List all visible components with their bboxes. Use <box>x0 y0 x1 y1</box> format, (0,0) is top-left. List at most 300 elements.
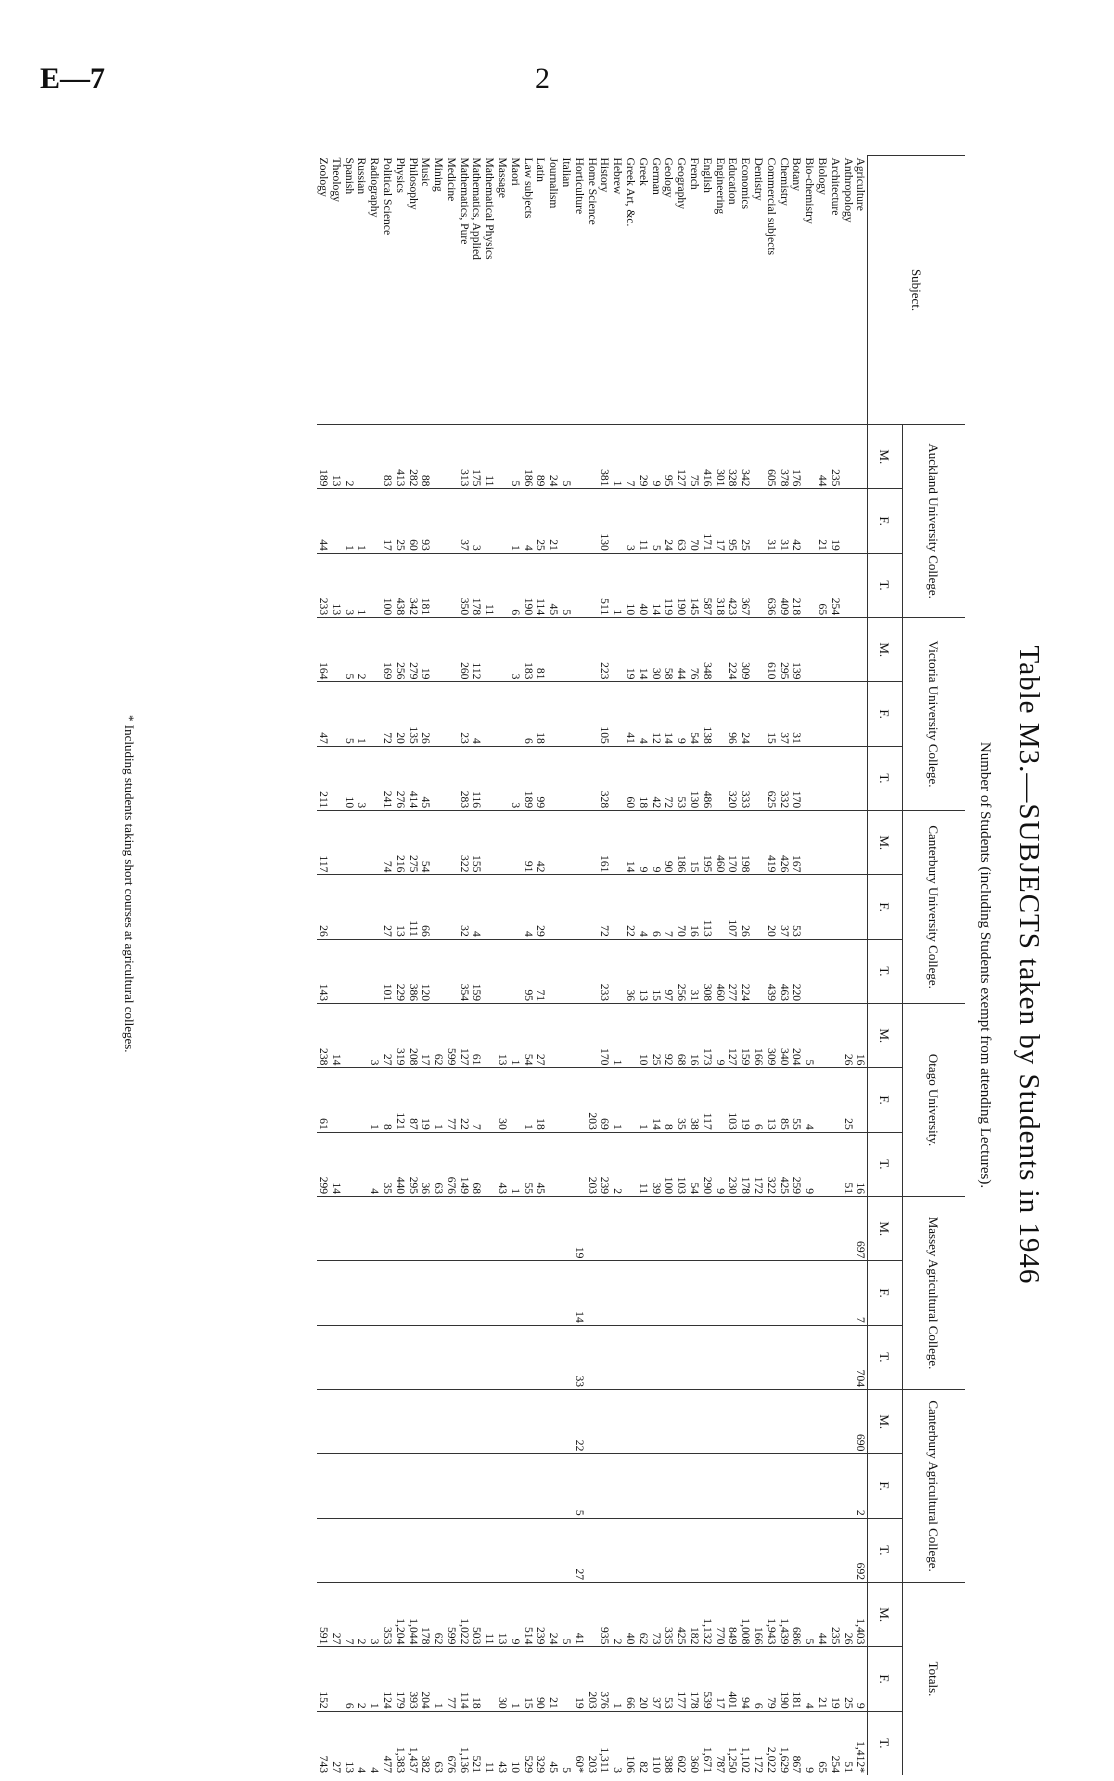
value-cell <box>406 1454 419 1518</box>
value-cell <box>406 1197 419 1261</box>
value-cell: 460 <box>713 939 726 1003</box>
value-cell: 155 <box>470 811 483 875</box>
value-cell: 13 <box>330 425 343 489</box>
value-cell <box>560 1068 573 1132</box>
value-cell: 239 <box>534 1583 547 1647</box>
value-cell: 599 <box>445 1583 458 1647</box>
value-cell: 1 <box>368 1647 381 1711</box>
value-cell: 55 <box>521 1132 534 1196</box>
value-cell <box>816 811 829 875</box>
value-cell <box>509 811 522 875</box>
value-cell: 113 <box>701 875 714 939</box>
value-cell <box>368 1261 381 1325</box>
value-cell: 73 <box>649 1583 662 1647</box>
subject-cell: Mathematics, Applied <box>470 157 484 260</box>
value-cell <box>611 1325 624 1389</box>
value-cell: 166 <box>752 1004 765 1068</box>
value-cell <box>624 1261 637 1325</box>
value-cell <box>355 1068 368 1132</box>
value-cell <box>790 1325 803 1389</box>
value-cell <box>803 682 816 746</box>
value-cell: 1 <box>355 489 368 553</box>
value-cell: 477 <box>381 1711 394 1775</box>
value-cell: 4 <box>637 682 650 746</box>
value-cell: 413 <box>394 425 407 489</box>
value-cell: 62 <box>637 1583 650 1647</box>
value-cell <box>445 1454 458 1518</box>
value-cell: 36 <box>624 939 637 1003</box>
value-cell: 127 <box>726 1004 739 1068</box>
value-cell: 189 <box>521 746 534 810</box>
value-cell <box>585 553 598 617</box>
value-cell: 176 <box>790 425 803 489</box>
value-cell: 17 <box>381 489 394 553</box>
value-cell: 171 <box>701 489 714 553</box>
value-cell: 9 <box>649 425 662 489</box>
value-cell: 159 <box>470 939 483 1003</box>
value-cell: 308 <box>701 939 714 1003</box>
value-cell <box>598 1454 611 1518</box>
value-cell: 121 <box>394 1068 407 1132</box>
value-cell <box>585 1454 598 1518</box>
value-cell: 178 <box>739 1132 752 1196</box>
value-cell: 65 <box>816 1711 829 1775</box>
value-cell: 4 <box>803 1068 816 1132</box>
value-cell <box>803 875 816 939</box>
value-cell <box>560 1325 573 1389</box>
value-cell: 124 <box>381 1647 394 1711</box>
value-cell: 2 <box>355 618 368 682</box>
value-cell: 16 <box>854 1004 867 1068</box>
value-cell <box>573 1132 586 1196</box>
value-cell: 25 <box>394 489 407 553</box>
value-cell <box>611 1261 624 1325</box>
value-cell: 29 <box>534 875 547 939</box>
value-cell: 14 <box>649 1068 662 1132</box>
value-cell: 1,403 <box>854 1583 867 1647</box>
value-cell: 282 <box>406 425 419 489</box>
value-cell <box>368 489 381 553</box>
value-cell <box>445 1261 458 1325</box>
sub-header: T. <box>868 939 903 1003</box>
table-row <box>509 156 522 1776</box>
value-cell: 16 <box>688 875 701 939</box>
value-cell <box>547 746 560 810</box>
table-row <box>841 156 854 1776</box>
value-cell: 1 <box>509 1647 522 1711</box>
value-cell: 439 <box>765 939 778 1003</box>
value-cell <box>317 1454 330 1518</box>
value-cell: 16 <box>688 1004 701 1068</box>
value-cell <box>330 875 343 939</box>
value-cell <box>445 1518 458 1582</box>
value-cell <box>739 1454 752 1518</box>
value-cell: 31 <box>688 939 701 1003</box>
value-cell <box>611 1518 624 1582</box>
value-cell: 100 <box>381 553 394 617</box>
value-cell: 63 <box>432 1132 445 1196</box>
value-cell <box>752 1325 765 1389</box>
value-cell <box>419 1325 432 1389</box>
value-cell <box>803 1454 816 1518</box>
value-cell <box>841 1454 854 1518</box>
value-cell <box>803 425 816 489</box>
value-cell <box>585 425 598 489</box>
value-cell <box>701 1518 714 1582</box>
value-cell <box>829 618 842 682</box>
value-cell <box>765 1390 778 1454</box>
value-cell: 25 <box>841 1647 854 1711</box>
value-cell: 4 <box>355 1711 368 1775</box>
value-cell <box>598 1197 611 1261</box>
value-cell <box>829 1197 842 1261</box>
table-row <box>419 156 432 1776</box>
value-cell <box>560 875 573 939</box>
value-cell: 13 <box>330 553 343 617</box>
value-cell <box>534 1390 547 1454</box>
value-cell: 1,629 <box>777 1711 790 1775</box>
value-cell: 5 <box>649 489 662 553</box>
value-cell <box>611 875 624 939</box>
value-cell <box>394 1454 407 1518</box>
value-cell: 178 <box>470 553 483 617</box>
value-cell: 53 <box>662 1647 675 1711</box>
value-cell: 283 <box>458 746 471 810</box>
value-cell: 61 <box>317 1068 330 1132</box>
value-cell <box>803 1325 816 1389</box>
value-cell <box>381 1454 394 1518</box>
value-cell <box>317 1390 330 1454</box>
subject-cell: Botany <box>790 157 804 191</box>
value-cell: 72 <box>381 682 394 746</box>
value-cell: 95 <box>521 939 534 1003</box>
value-cell <box>829 1261 842 1325</box>
value-cell: 1,671 <box>701 1711 714 1775</box>
value-cell: 6 <box>649 875 662 939</box>
value-cell <box>534 1454 547 1518</box>
value-cell: 14 <box>662 682 675 746</box>
value-cell <box>854 553 867 617</box>
value-cell: 241 <box>381 746 394 810</box>
value-cell: 54 <box>521 1004 534 1068</box>
value-cell: 867 <box>790 1711 803 1775</box>
value-cell <box>816 1132 829 1196</box>
value-cell: 149 <box>458 1132 471 1196</box>
value-cell: 60* <box>573 1711 586 1775</box>
value-cell: 170 <box>598 1004 611 1068</box>
subject-cell: Spanish <box>342 157 356 195</box>
subject-cell: Physics <box>393 157 407 193</box>
value-cell: 87 <box>406 1068 419 1132</box>
value-cell: 117 <box>317 811 330 875</box>
value-cell <box>803 1261 816 1325</box>
value-cell <box>713 1518 726 1582</box>
value-cell <box>841 1261 854 1325</box>
value-cell: 295 <box>406 1132 419 1196</box>
value-cell <box>330 746 343 810</box>
value-cell: 23 <box>458 682 471 746</box>
value-cell: 354 <box>458 939 471 1003</box>
value-cell: 42 <box>534 811 547 875</box>
page-number: 2 <box>535 62 550 95</box>
value-cell <box>560 1197 573 1261</box>
value-cell: 62 <box>432 1004 445 1068</box>
value-cell <box>816 939 829 1003</box>
value-cell <box>560 811 573 875</box>
value-cell: 116 <box>470 746 483 810</box>
value-cell: 99 <box>534 746 547 810</box>
value-cell: 238 <box>317 1004 330 1068</box>
value-cell <box>330 1261 343 1325</box>
value-cell: 1 <box>355 553 368 617</box>
value-cell: 367 <box>739 553 752 617</box>
value-cell: 332 <box>777 746 790 810</box>
value-cell: 529 <box>521 1711 534 1775</box>
value-cell: 692 <box>854 1518 867 1582</box>
value-cell: 256 <box>675 939 688 1003</box>
value-cell <box>483 1068 496 1132</box>
value-cell <box>713 1068 726 1132</box>
value-cell: 68 <box>470 1132 483 1196</box>
value-cell: 1,311 <box>598 1711 611 1775</box>
value-cell: 14 <box>330 1132 343 1196</box>
value-cell <box>483 875 496 939</box>
value-cell: 66 <box>419 875 432 939</box>
value-cell: 770 <box>713 1583 726 1647</box>
table-subtitle: Number of Students (including Students exempt from attending Lectures). <box>977 741 993 1189</box>
value-cell <box>509 875 522 939</box>
value-cell <box>317 1197 330 1261</box>
value-cell: 378 <box>777 425 790 489</box>
value-cell: 4 <box>521 875 534 939</box>
group-header: Otago University. <box>903 1004 966 1197</box>
value-cell <box>470 1261 483 1325</box>
value-cell: 9 <box>509 1583 522 1647</box>
value-cell <box>458 1197 471 1261</box>
value-cell: 350 <box>458 553 471 617</box>
value-cell <box>854 618 867 682</box>
value-cell: 51 <box>841 1132 854 1196</box>
value-cell <box>829 811 842 875</box>
value-cell <box>560 1132 573 1196</box>
value-cell: 5 <box>560 425 573 489</box>
value-cell <box>560 1454 573 1518</box>
value-cell: 31 <box>790 682 803 746</box>
value-cell: 89 <box>534 425 547 489</box>
sub-header: M. <box>868 1583 903 1647</box>
value-cell: 13 <box>342 1711 355 1775</box>
value-cell: 30 <box>649 618 662 682</box>
value-cell: 360 <box>688 1711 701 1775</box>
table-row <box>854 156 867 1776</box>
value-cell: 111 <box>406 875 419 939</box>
value-cell: 54 <box>688 682 701 746</box>
value-cell <box>534 1325 547 1389</box>
table-row <box>534 156 547 1776</box>
value-cell: 117 <box>701 1068 714 1132</box>
value-cell: 13 <box>496 1583 509 1647</box>
value-cell: 169 <box>381 618 394 682</box>
value-cell <box>509 1197 522 1261</box>
value-cell: 35 <box>381 1132 394 1196</box>
value-cell <box>445 618 458 682</box>
value-cell: 4 <box>470 682 483 746</box>
value-cell <box>560 746 573 810</box>
value-cell: 179 <box>394 1647 407 1711</box>
value-cell <box>841 553 854 617</box>
value-cell: 13 <box>496 1004 509 1068</box>
value-cell <box>432 1518 445 1582</box>
value-cell <box>406 1325 419 1389</box>
value-cell: 22 <box>573 1390 586 1454</box>
value-cell: 676 <box>445 1132 458 1196</box>
value-cell <box>675 1325 688 1389</box>
value-cell <box>637 1518 650 1582</box>
value-cell: 3 <box>624 489 637 553</box>
value-cell: 44 <box>816 425 829 489</box>
value-cell <box>355 1132 368 1196</box>
value-cell: 40 <box>624 1583 637 1647</box>
table-row <box>598 156 611 1776</box>
value-cell: 254 <box>829 1711 842 1775</box>
value-cell: 38 <box>688 1068 701 1132</box>
value-cell: 37 <box>777 682 790 746</box>
value-cell: 1 <box>611 425 624 489</box>
value-cell: 22 <box>624 875 637 939</box>
value-cell <box>854 682 867 746</box>
value-cell <box>841 1390 854 1454</box>
value-cell: 295 <box>777 618 790 682</box>
value-cell <box>573 875 586 939</box>
value-cell: 190 <box>675 553 688 617</box>
subject-cell: Mathematics, Pure <box>457 157 471 245</box>
value-cell <box>675 1454 688 1518</box>
value-cell: 27 <box>381 1004 394 1068</box>
sub-header: M. <box>868 1390 903 1454</box>
value-cell <box>432 746 445 810</box>
value-cell <box>752 682 765 746</box>
value-cell: 7 <box>854 1261 867 1325</box>
value-cell: 55 <box>790 1068 803 1132</box>
value-cell: 299 <box>317 1132 330 1196</box>
value-cell <box>521 1518 534 1582</box>
value-cell: 106 <box>624 1711 637 1775</box>
value-cell: 220 <box>790 939 803 1003</box>
value-cell <box>637 1390 650 1454</box>
value-cell <box>368 682 381 746</box>
value-cell: 54 <box>688 1132 701 1196</box>
value-cell <box>534 1261 547 1325</box>
value-cell <box>662 1454 675 1518</box>
value-cell <box>521 1325 534 1389</box>
value-cell <box>470 1518 483 1582</box>
value-cell: 223 <box>598 618 611 682</box>
value-cell <box>777 1197 790 1261</box>
value-cell <box>841 1325 854 1389</box>
group-header: Canterbury University College. <box>903 811 966 1004</box>
value-cell <box>573 939 586 1003</box>
value-cell <box>803 1518 816 1582</box>
value-cell <box>419 1261 432 1325</box>
value-cell: 382 <box>419 1711 432 1775</box>
value-cell: 138 <box>701 682 714 746</box>
value-cell: 381 <box>598 425 611 489</box>
value-cell: 2 <box>611 1583 624 1647</box>
value-cell: 230 <box>726 1132 739 1196</box>
value-cell <box>342 1197 355 1261</box>
value-cell <box>573 618 586 682</box>
value-cell <box>713 746 726 810</box>
value-cell: 1 <box>509 1132 522 1196</box>
value-cell: 44 <box>317 489 330 553</box>
value-cell: 21 <box>816 1647 829 1711</box>
value-cell <box>560 1647 573 1711</box>
value-cell <box>611 618 624 682</box>
value-cell <box>624 1390 637 1454</box>
value-cell: 20 <box>394 682 407 746</box>
value-cell: 19 <box>624 618 637 682</box>
value-cell: 24 <box>662 489 675 553</box>
value-cell <box>521 1454 534 1518</box>
value-cell: 183 <box>521 618 534 682</box>
value-cell <box>713 1454 726 1518</box>
value-cell <box>496 425 509 489</box>
value-cell <box>483 1454 496 1518</box>
subject-cell: Engineering <box>713 157 727 215</box>
value-cell: 30 <box>496 1068 509 1132</box>
value-cell: 3 <box>509 618 522 682</box>
value-cell: 27 <box>330 1583 343 1647</box>
value-cell <box>803 811 816 875</box>
value-cell <box>726 1261 739 1325</box>
value-cell: 414 <box>406 746 419 810</box>
value-cell: 181 <box>419 553 432 617</box>
value-cell <box>573 811 586 875</box>
value-cell: 426 <box>777 811 790 875</box>
value-cell <box>560 1390 573 1454</box>
value-cell: 5 <box>560 1711 573 1775</box>
value-cell: 376 <box>598 1647 611 1711</box>
table-row <box>445 156 458 1776</box>
value-cell: 96 <box>726 682 739 746</box>
value-cell <box>496 618 509 682</box>
sub-header: F. <box>868 489 903 553</box>
table-row <box>790 156 803 1776</box>
value-cell <box>521 1197 534 1261</box>
value-cell <box>483 1004 496 1068</box>
value-cell: 94 <box>739 1647 752 1711</box>
value-cell <box>611 746 624 810</box>
value-cell <box>432 1454 445 1518</box>
table-row <box>739 156 752 1776</box>
value-cell <box>394 1197 407 1261</box>
value-cell <box>496 1325 509 1389</box>
sub-header: M. <box>868 425 903 489</box>
value-cell: 4 <box>803 1647 816 1711</box>
value-cell <box>854 489 867 553</box>
value-cell: 1,132 <box>701 1583 714 1647</box>
value-cell: 90 <box>534 1647 547 1711</box>
value-cell <box>406 1518 419 1582</box>
value-cell <box>445 746 458 810</box>
value-cell <box>841 939 854 1003</box>
value-cell: 704 <box>854 1325 867 1389</box>
value-cell: 152 <box>317 1647 330 1711</box>
value-cell: 18 <box>470 1647 483 1711</box>
value-cell <box>713 682 726 746</box>
subject-cell: Radiography <box>368 157 382 218</box>
value-cell: 6 <box>509 553 522 617</box>
